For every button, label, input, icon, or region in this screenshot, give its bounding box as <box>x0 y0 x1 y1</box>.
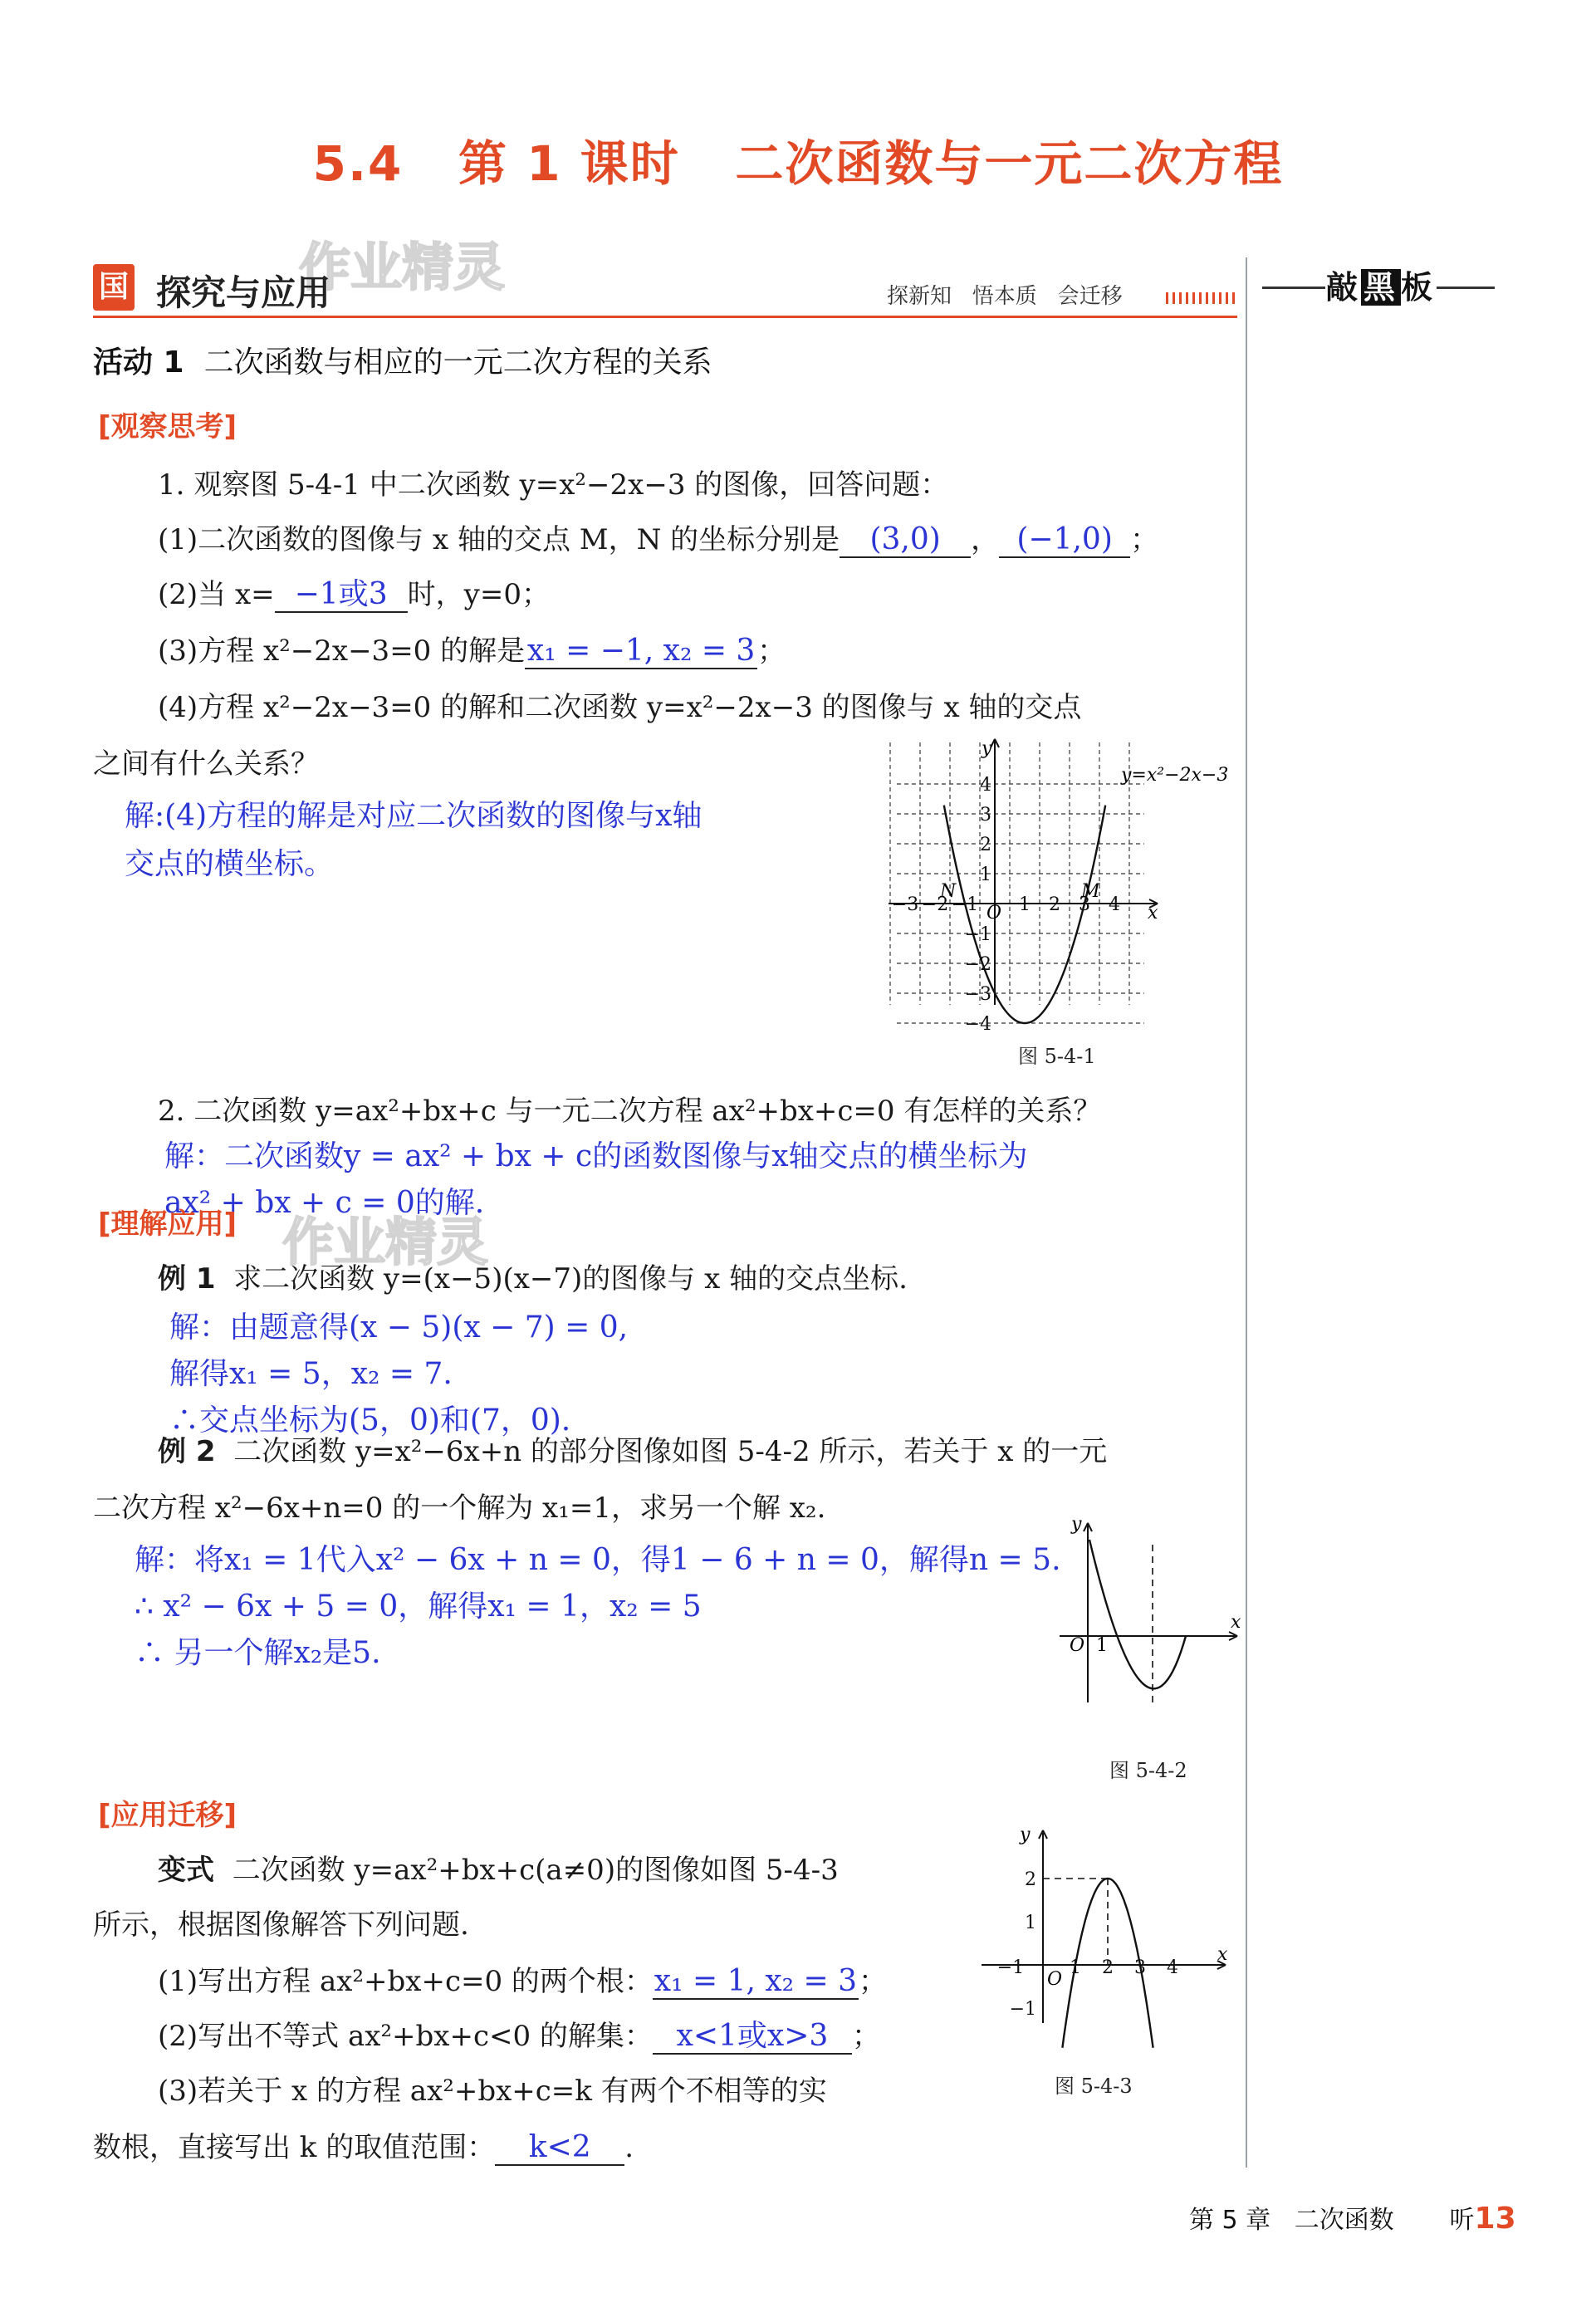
fig1-x-tick: 4 <box>1109 894 1120 915</box>
understand-heading: [理解应用] <box>98 1208 237 1241</box>
variant-part2: (2)写出不等式 ax²+bx+c<0 的解集： x<1或x>3 ； <box>158 2019 880 2053</box>
q2: 2. 二次函数 y=ax²+bx+c 与一元二次方程 ax²+bx+c=0 有怎样的关系？ <box>158 1095 1102 1128</box>
fig3-x-axis-label: x <box>1217 1944 1228 1965</box>
q2-answer-cont: ax² + bx + c = 0的解. <box>164 1186 485 1220</box>
fig3-y-tick: 1 <box>1025 1913 1036 1933</box>
fig1-y-tick: −4 <box>964 1014 991 1035</box>
example-2-answer: 解：将x₁ = 1代入x² − 6x + n = 0，得1 − 6 + n = 0，解得n = 5. <box>135 1543 1061 1577</box>
page-footer <box>1189 2199 1516 2236</box>
variant-part1-answer: x₁ = 1, x₂ = 3 <box>654 1964 858 1998</box>
observe-heading: [观察思考] <box>98 410 237 443</box>
fig1-y-tick: 3 <box>980 805 991 825</box>
q2-answer: 解：二次函数y = ax² + bx + c的函数图像与x轴交点的横坐标为 <box>164 1139 1028 1173</box>
fig1-y-tick: 1 <box>980 865 991 885</box>
fig2-y-axis-label: y <box>1071 1514 1082 1535</box>
example-1-answer: 解：由题意得(x − 5)(x − 7) = 0, <box>169 1310 629 1345</box>
activity-heading: 活动 1 二次函数与相应的一元二次方程的关系 <box>93 345 712 380</box>
section-rule <box>93 316 1237 318</box>
fig1-x-tick: 1 <box>1019 894 1031 915</box>
fig3-x-tick: 3 <box>1134 1957 1146 1978</box>
fig1-y-tick: −1 <box>964 924 991 945</box>
fig1-y-tick: −3 <box>964 984 991 1005</box>
fig3-x-tick: 4 <box>1167 1957 1178 1978</box>
footer-chapter: 第 5 章 二次函数 <box>1189 2206 1394 2235</box>
figure-5-4-3 <box>977 1819 1242 2043</box>
fig3-x-tick: −1 <box>996 1957 1025 1978</box>
fig3-x-tick: 1 <box>1070 1957 1081 1978</box>
q1-part2: (2)当 x= −1或3 时，y=0； <box>158 577 550 611</box>
q1-part4: (4)方程 x²−2x−3=0 的解和二次函数 y=x²−2x−3 的图像与 x 轴的交点 <box>158 691 1082 724</box>
section-dots <box>1166 292 1237 304</box>
q1-part2-answer: −1或3 <box>275 578 408 613</box>
fig3-y-tick: −1 <box>1009 1999 1036 2020</box>
fig3-caption: 图 5-4-3 <box>1055 2075 1133 2098</box>
example-2: 例 2 二次函数 y=x²−6x+n 的部分图像如图 5-4-2 所示，若关于 x 的一元 <box>158 1435 1108 1468</box>
watermark-2: 作业精灵 <box>282 1212 489 1272</box>
q1-part4-answer-cont: 交点的横坐标。 <box>125 847 335 881</box>
example-1-answer-3: ∴交点坐标为(5，0)和(7，0). <box>169 1403 571 1438</box>
variant: 变式 二次函数 y=ax²+bx+c(a≠0)的图像如图 5-4-3 <box>158 1854 839 1887</box>
variant-part3-cont: 数根，直接写出 k 的取值范围： k<2 . <box>93 2130 634 2164</box>
fig2-x-axis-label: x <box>1231 1612 1241 1633</box>
fig1-x-tick: 3 <box>1079 894 1090 915</box>
section-tags: 探新知 悟本质 会迁移 <box>887 284 1123 309</box>
q1-part4-cont: 之间有什么关系？ <box>93 747 319 781</box>
fig1-curve-label: y=x²−2x−3 <box>1121 765 1229 786</box>
section-icon: 国 <box>93 264 135 311</box>
variant-part3-answer: k<2 <box>495 2131 624 2166</box>
example-2-cont: 二次方程 x²−6x+n=0 的一个解为 x₁=1，求另一个解 x₂. <box>93 1492 826 1525</box>
example-1: 例 1 求二次函数 y=(x−5)(x−7)的图像与 x 轴的交点坐标. <box>158 1262 908 1296</box>
variant-part1: (1)写出方程 ax²+bx+c=0 的两个根：x₁ = 1, x₂ = 3； <box>158 1964 887 1998</box>
lesson-title: 5.4 第 1 课时 二次函数与一元二次方程 <box>312 135 1284 192</box>
q1-part3: (3)方程 x²−2x−3=0 的解是x₁ = −1, x₂ = 3； <box>158 634 786 668</box>
fig1-x-tick: −1 <box>951 894 979 915</box>
fig1-y-tick: −2 <box>964 954 991 975</box>
fig1-x-axis-label: x <box>1148 903 1158 923</box>
fig3-y-tick: 2 <box>1025 1869 1036 1890</box>
figure-5-4-2 <box>1055 1511 1254 1727</box>
margin-divider <box>1246 257 1247 2168</box>
variant-cont: 所示，根据图像解答下列问题. <box>93 1908 469 1942</box>
watermark: 作业精灵 <box>299 237 506 297</box>
fig1-point-m: M <box>1081 881 1100 902</box>
fig1-x-tick: −2 <box>921 894 949 915</box>
fig1-x-tick: −3 <box>891 894 919 915</box>
figure-5-4-1 <box>880 731 1229 1035</box>
example-1-answer-2: 解得x₁ = 5，x₂ = 7. <box>169 1357 453 1391</box>
example-2-answer-2: ∴ x² − 6x + 5 = 0，解得x₁ = 1，x₂ = 5 <box>135 1590 702 1624</box>
variant-part2-answer: x<1或x>3 <box>653 2020 852 2055</box>
fig1-y-axis-label: y <box>982 738 992 759</box>
fig1-point-n: N <box>940 881 957 902</box>
fig2-origin-label: O <box>1070 1635 1085 1656</box>
page-number: 13 <box>1474 2202 1516 2236</box>
q1-part1-answer-n: (−1,0) <box>999 523 1130 558</box>
footer-page-prefix: 听 <box>1449 2206 1475 2235</box>
fig1-caption: 图 5-4-1 <box>1018 1045 1096 1068</box>
q1-part1: (1)二次函数的图像与 x 轴的交点 M，N 的坐标分别是 (3,0) ， (−1,0) ； <box>158 522 1159 556</box>
example-2-answer-3: ∴ 另一个解x₂是5. <box>135 1636 381 1670</box>
q1-part4-answer: 解:(4)方程的解是对应二次函数的图像与x轴 <box>125 799 703 833</box>
variant-part3: (3)若关于 x 的方程 ax²+bx+c=k 有两个不相等的实 <box>158 2075 827 2108</box>
fig2-caption: 图 5-4-2 <box>1109 1759 1187 1782</box>
q1-part1-answer-m: (3,0) <box>840 523 971 558</box>
fig1-x-tick: 2 <box>1049 894 1060 915</box>
fig3-origin-label: O <box>1047 1969 1063 1990</box>
transfer-heading: [应用迁移] <box>98 1799 237 1832</box>
fig3-y-axis-label: y <box>1020 1825 1031 1845</box>
fig1-y-tick: 4 <box>980 775 991 796</box>
q1-intro: 1. 观察图 5-4-1 中二次函数 y=x²−2x−3 的图像，回答问题： <box>158 468 949 502</box>
fig2-tick-1: 1 <box>1096 1635 1108 1656</box>
sidebar-label: 敲黑板 <box>1325 269 1437 306</box>
fig3-x-tick: 2 <box>1102 1957 1114 1978</box>
fig1-origin-label: O <box>986 903 1002 923</box>
fig1-y-tick: 2 <box>980 835 991 855</box>
q1-part3-answer: x₁ = −1, x₂ = 3 <box>525 634 757 669</box>
section-title: 探究与应用 <box>156 272 331 313</box>
